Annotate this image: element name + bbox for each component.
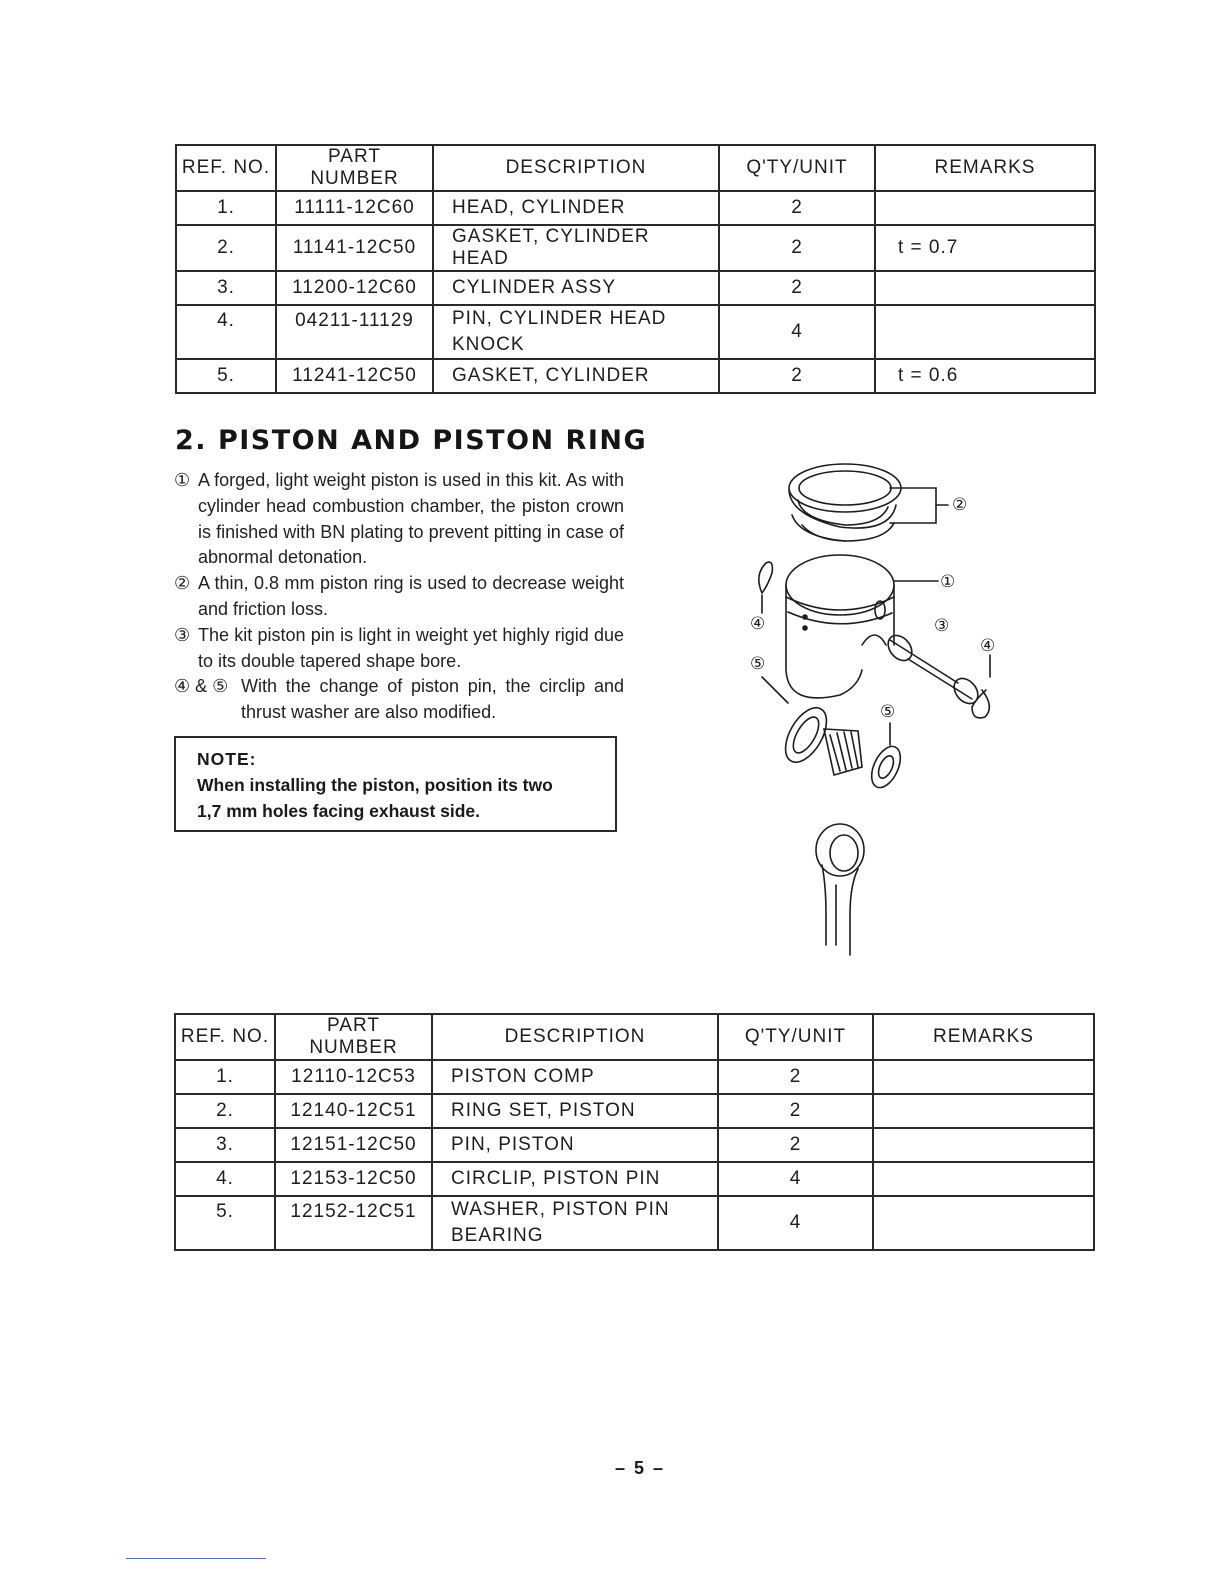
table-row: [175, 1094, 1094, 1128]
ref-no-cell: 1.: [176, 191, 276, 225]
remarks-cell: [875, 191, 1095, 225]
table-row: [176, 225, 1095, 271]
ref-no-cell: 4.: [176, 305, 276, 359]
piston-pin-illustration: [883, 631, 982, 708]
description-cell: CIRCLIP, PISTON PIN: [432, 1162, 718, 1196]
description-cell: [433, 305, 719, 359]
col-header-qty-unit: Q'TY/UNIT: [719, 145, 875, 191]
qty-cell: 2: [719, 359, 875, 393]
note-line-2: 1,7 mm holes facing exhaust side.: [197, 801, 481, 821]
description-cell: GASKET, CYLINDER: [433, 359, 719, 393]
qty-cell: 2: [718, 1094, 873, 1128]
ref-no-cell: 5.: [176, 359, 276, 393]
paragraph-1: [174, 468, 624, 571]
col-header-description: DESCRIPTION: [432, 1014, 718, 1060]
callout-number: ③: [174, 624, 191, 645]
description-cell: PIN, PISTON: [432, 1128, 718, 1162]
remarks-cell: [875, 305, 1095, 359]
remarks-cell: t = 0.6: [875, 359, 1095, 393]
table-row: [176, 359, 1095, 393]
part-number-cell: 04211-11129: [276, 305, 433, 359]
qty-cell: 2: [719, 271, 875, 305]
ref-no-cell: 5.: [175, 1196, 275, 1250]
part-number-cell: 12151-12C50: [275, 1128, 432, 1162]
piston-illustration: [786, 555, 938, 698]
description-line-1: PIN, CYLINDER HEAD: [452, 308, 667, 329]
part-number-cell: 11111-12C60: [276, 191, 433, 225]
circlip-illustration: [759, 562, 773, 613]
qty-cell: 2: [719, 225, 875, 271]
ref-no-cell: 4.: [175, 1162, 275, 1196]
callout-number: ④ & ⑤: [174, 676, 229, 697]
table-row: [176, 271, 1095, 305]
piston-ring-illustration: [789, 464, 948, 541]
qty-cell: 2: [718, 1060, 873, 1094]
qty-cell: 2: [718, 1128, 873, 1162]
ref-no-cell: 3.: [176, 271, 276, 305]
piston-exploded-diagram: [740, 445, 1020, 965]
qty-cell: 2: [719, 191, 875, 225]
col-header-ref-no: REF. NO.: [176, 145, 276, 191]
page-number: – 5 –: [614, 1458, 666, 1478]
section-body: [174, 468, 624, 726]
col-header-part-number: PART NUMBER: [276, 145, 433, 191]
washer-bearing-illustration: [762, 677, 906, 792]
description-cell: GASKET, CYLINDER HEAD: [433, 225, 719, 271]
paragraph-3: [174, 623, 624, 675]
paragraph-text: With the change of piston pin, the circlip and thrust washer are also modified.: [241, 676, 624, 723]
remarks-cell: [873, 1094, 1094, 1128]
paragraph-text: A thin, 0.8 mm piston ring is used to decrease weight and friction loss.: [198, 573, 624, 619]
part-number-cell: 11200-12C60: [276, 271, 433, 305]
col-header-qty-unit: Q'TY/UNIT: [718, 1014, 873, 1060]
qty-cell: 4: [718, 1162, 873, 1196]
description-cell: PISTON COMP: [432, 1060, 718, 1094]
paragraph-text: The kit piston pin is light in weight yet highly rigid due to its double tapered shape bore.: [198, 624, 624, 671]
col-header-ref-no: REF. NO.: [175, 1014, 275, 1060]
col-header-remarks: REMARKS: [873, 1014, 1094, 1060]
ref-no-cell: 1.: [175, 1060, 275, 1094]
note-line-1: When installing the piston, position its two: [197, 775, 553, 795]
table-row: [175, 1060, 1094, 1094]
remarks-cell: [873, 1128, 1094, 1162]
callout-number: ⑤: [750, 654, 766, 674]
description-cell: CYLINDER ASSY: [433, 271, 719, 305]
footer-divider: [126, 1558, 266, 1559]
callout-number: ①: [940, 572, 956, 592]
callout-number: ③: [934, 616, 950, 636]
description-cell: [432, 1196, 718, 1250]
callout-number: ①: [174, 470, 191, 490]
connecting-rod-illustration: [816, 824, 864, 955]
remarks-cell: [875, 271, 1095, 305]
piston-parts-table: [174, 1013, 1095, 1251]
description-cell: HEAD, CYLINDER: [433, 191, 719, 225]
paragraph-text: A forged, light weight piston is used in this kit. As with cylinder head combustion chamber, the piston crown is finished with BN plating to prevent pitting in case of abnormal detonation.: [198, 470, 624, 568]
remarks-cell: t = 0.7: [875, 225, 1095, 271]
description-cell: RING SET, PISTON: [432, 1094, 718, 1128]
qty-cell: 4: [718, 1196, 873, 1250]
callout-number: ⑤: [880, 702, 896, 722]
section-heading: 2. PISTON AND PISTON RING: [175, 425, 648, 456]
cylinder-parts-table: [175, 144, 1096, 394]
callout-number: ④: [980, 636, 996, 656]
ref-no-cell: 3.: [175, 1128, 275, 1162]
callout-number: ②: [174, 573, 191, 594]
description-line-1: WASHER, PISTON PIN: [451, 1199, 670, 1220]
remarks-cell: [873, 1162, 1094, 1196]
col-header-part-number: PART NUMBER: [275, 1014, 432, 1060]
qty-cell: 4: [719, 305, 875, 359]
table-header-row: [176, 145, 1095, 191]
table-row: [175, 1162, 1094, 1196]
ref-no-cell: 2.: [175, 1094, 275, 1128]
part-number-cell: 11241-12C50: [276, 359, 433, 393]
description-line-2: BEARING: [451, 1225, 544, 1246]
callout-number: ②: [952, 495, 968, 515]
table-row: [176, 305, 1095, 359]
part-number-cell: 12152-12C51: [275, 1196, 432, 1250]
table-row: [175, 1196, 1094, 1250]
description-line-2: KNOCK: [452, 334, 525, 355]
remarks-cell: [873, 1060, 1094, 1094]
part-number-cell: 12153-12C50: [275, 1162, 432, 1196]
table-row: [175, 1128, 1094, 1162]
note-title: NOTE:: [197, 749, 257, 769]
part-number-cell: 12140-12C51: [275, 1094, 432, 1128]
paragraph-4: [174, 674, 624, 726]
table-row: [176, 191, 1095, 225]
part-number-cell: 11141-12C50: [276, 225, 433, 271]
paragraph-2: [174, 571, 624, 623]
note-box: [174, 736, 617, 832]
col-header-remarks: REMARKS: [875, 145, 1095, 191]
part-number-cell: 12110-12C53: [275, 1060, 432, 1094]
col-header-description: DESCRIPTION: [433, 145, 719, 191]
table-header-row: [175, 1014, 1094, 1060]
callout-number: ④: [750, 614, 766, 634]
remarks-cell: [873, 1196, 1094, 1250]
ref-no-cell: 2.: [176, 225, 276, 271]
